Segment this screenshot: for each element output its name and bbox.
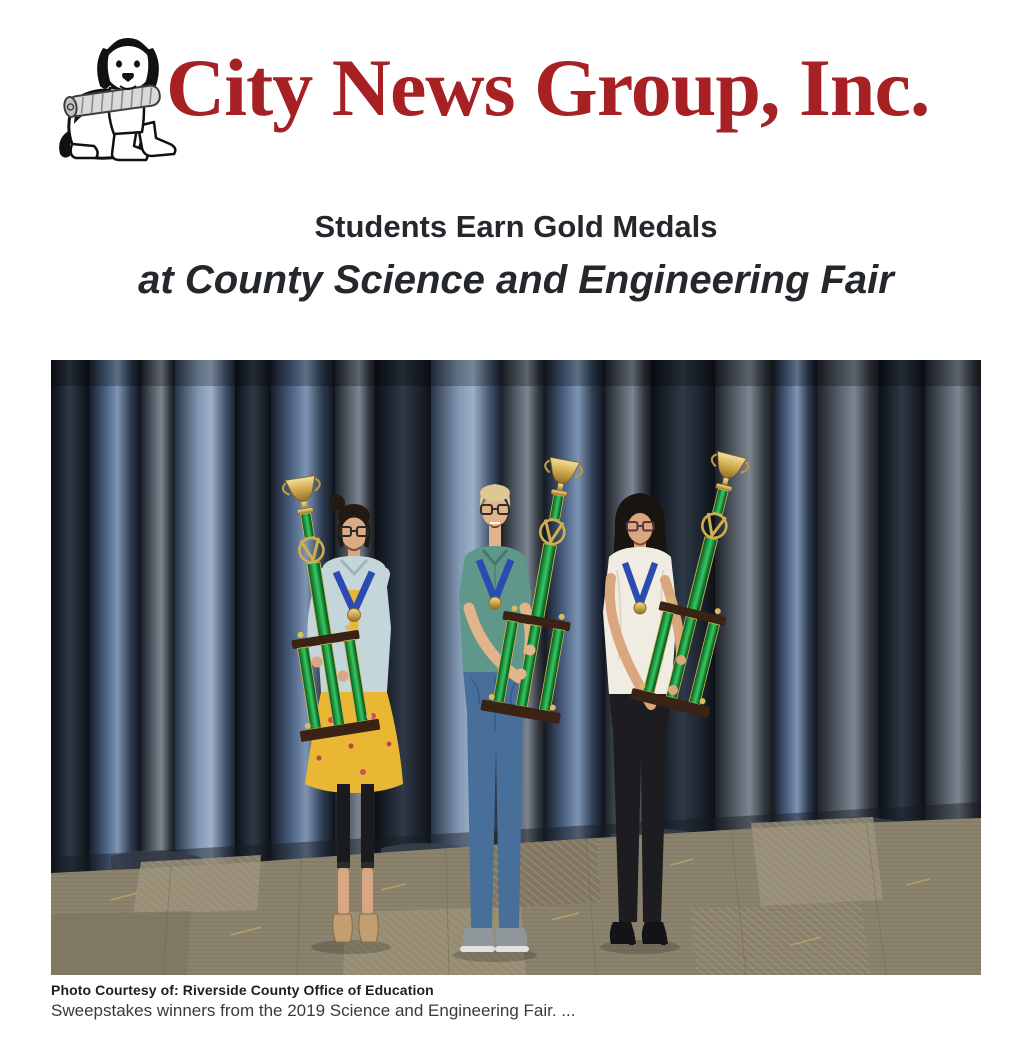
masthead (0, 0, 1032, 200)
photo-caption: Sweepstakes winners from the 2019 Science and Engineering Fair. ... (51, 1001, 576, 1020)
brand-text[interactable]: City News Group, Inc. (166, 42, 930, 133)
page-title: at County Science and Engineering Fair (138, 258, 894, 302)
article-photo (51, 360, 981, 975)
headline-kicker: Students Earn Gold Medals (314, 209, 718, 244)
photo-credit: Photo Courtesy of: Riverside County Office of Education (51, 982, 434, 998)
